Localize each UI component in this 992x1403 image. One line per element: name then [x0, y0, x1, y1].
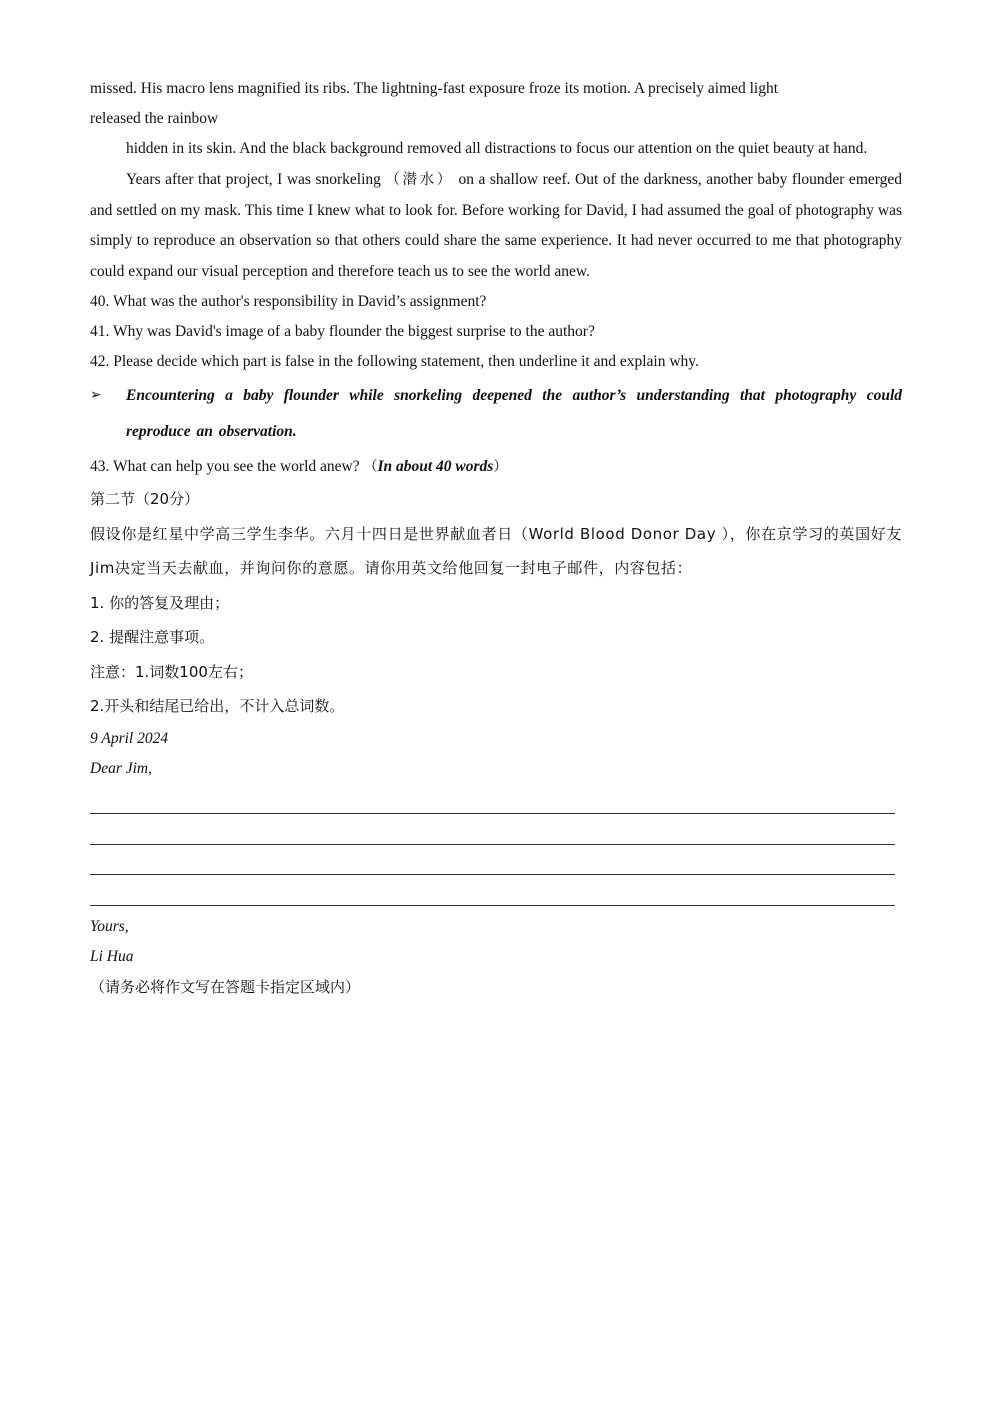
writing-point-1: 1. 你的答复及理由；: [90, 593, 230, 612]
question-43: [90, 452, 902, 482]
letter-greeting: Dear Jim,: [90, 759, 152, 777]
letter-signature: Li Hua: [90, 947, 134, 965]
question-43-note-close: ）: [493, 459, 508, 475]
writing-note-2: 2.开头和结尾已给出，不计入总词数。: [90, 697, 345, 715]
question-43-text: 43. What can help you see the world anew?: [90, 458, 360, 475]
answer-line: [90, 845, 895, 876]
question-41: 41. Why was David's image of a baby flounder the biggest surprise to the author?: [90, 323, 595, 340]
question-43-note-open: （: [363, 459, 378, 475]
question-42: 42. Please decide which part is false in the following statement, then underline it and explain why.: [90, 353, 699, 370]
question-42-statement: [90, 378, 902, 450]
section-heading: 第二节（20分）: [90, 490, 200, 508]
letter-closing: Yours,: [90, 917, 129, 935]
writing-prompt: 假设你是红星中学高三学生李华。六月十四日是世界献血者日（World Blood Donor Day ），你在京学习的英国好友Jim决定当天去献血，并询问你的意愿。请你用英文给他回复一封电子邮件，内容包括：: [90, 524, 902, 577]
answer-line: [90, 784, 895, 815]
passage-line-1: missed. His macro lens magnified its ribs. The lightning-fast exposure froze its motion. A precisely aimed light: [90, 80, 779, 97]
writing-note-1: 注意：1.词数100左右；: [90, 662, 253, 681]
writing-point-2: 2. 提醒注意事项。: [90, 628, 215, 646]
question-40: 40. What was the author's responsibility in David’s assignment?: [90, 293, 487, 310]
passage-p3-gloss: （潜水）: [385, 172, 454, 188]
arrow-bullet-icon: ➢: [90, 387, 102, 403]
page-content: [90, 74, 902, 1002]
answer-lines: [90, 784, 902, 906]
passage-line-2: released the rainbow: [90, 110, 219, 127]
passage-paragraph-3: [90, 165, 902, 287]
answer-sheet-instruction: （请务必将作文写在答题卡指定区域内）: [90, 977, 361, 996]
letter-date: 9 April 2024: [90, 729, 169, 747]
passage-paragraph-2: hidden in its skin. And the black background removed all distractions to focus our attention on the quiet beauty at hand.: [126, 140, 868, 157]
statement-text: Encountering a baby flounder while snorkeling deepened the author’s understanding that photography could reproduce an observation.: [126, 387, 902, 440]
passage-p3-after: on a shallow reef. Out of the darkness, another baby flounder emerged and settled on my mask. This time I knew what to look for. Before working for David, I had assumed the goal of photography was simply to reproduce an observation so that others could share the same experience. It had never occurred to me that photography could expand our visual perception and therefore teach us to see the world anew.: [90, 171, 903, 280]
question-43-word-limit: In about 40 words: [377, 458, 494, 475]
answer-line: [90, 875, 895, 906]
passage-p3-before: Years after that project, I was snorkeling: [126, 171, 381, 188]
answer-line: [90, 814, 895, 845]
